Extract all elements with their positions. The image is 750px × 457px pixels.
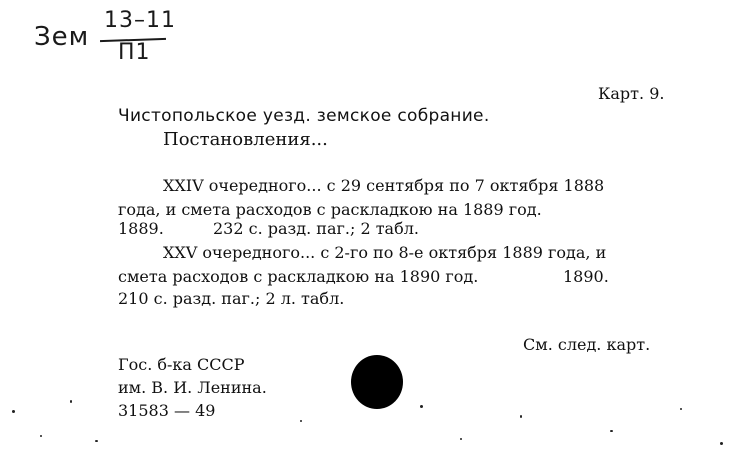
card-number: Карт. 9. (598, 84, 665, 103)
handwritten-prefix: Зем (34, 22, 90, 52)
entry-year: 1889. (118, 219, 164, 238)
entry-line: года, и смета расходов с раскладкою на 1889 год. (118, 200, 542, 219)
handwritten-numerator: 13–11 (104, 8, 176, 33)
scan-noise (0, 380, 750, 457)
see-next-card: См. след. карт. (523, 335, 651, 354)
entry-pages: 232 с. разд. паг.; 2 табл. (213, 219, 419, 238)
card-subtitle: Постановления... (163, 129, 328, 150)
entry-line: XXV очередного... с 2-го по 8-е октября 1889 года, и (163, 243, 607, 262)
card-title: Чистопольское уезд. земское собрание. (118, 106, 490, 126)
entry-year: 1890. (563, 267, 609, 286)
entry-line: XXIV очередного... с 29 сентября по 7 октября 1888 (163, 176, 605, 195)
entry-pages: 210 с. разд. паг.; 2 л. табл. (118, 289, 345, 308)
library-stamp-line: Гос. б-ка СССР (118, 355, 245, 374)
library-stamp-line: 31583 — 49 (118, 401, 216, 420)
entry-line: смета расходов с раскладкою на 1890 год. (118, 267, 479, 286)
library-stamp-line: им. В. И. Ленина. (118, 378, 267, 397)
handwritten-denominator: П1 (118, 40, 151, 65)
